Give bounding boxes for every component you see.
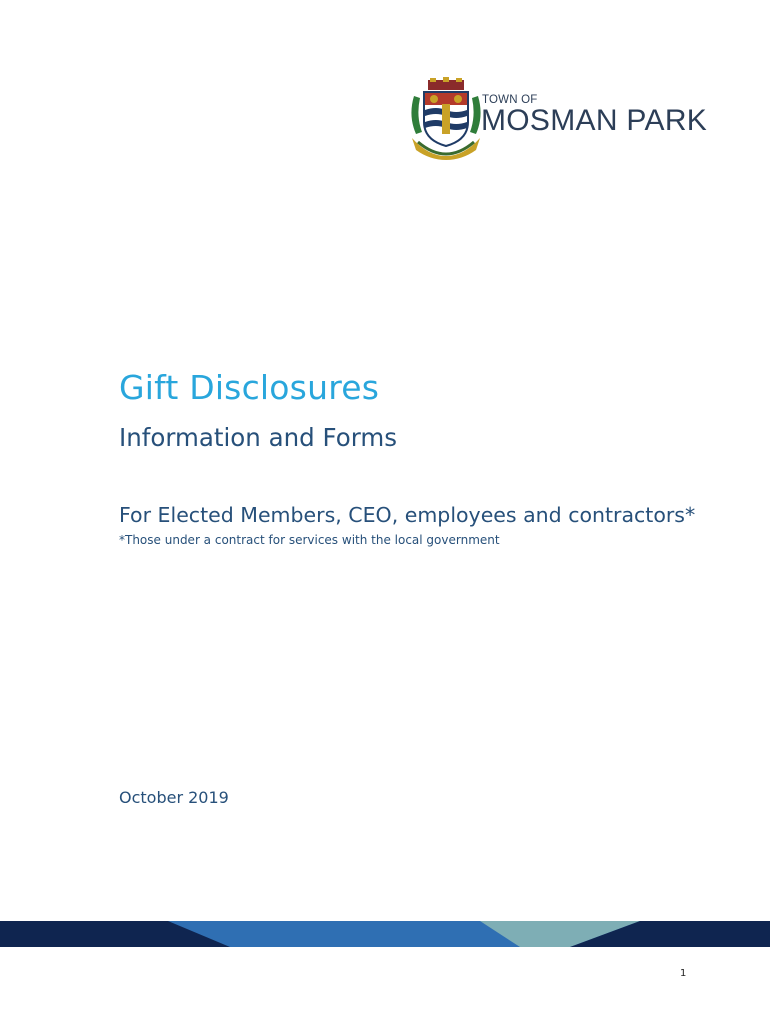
page-number: 1 — [680, 968, 687, 979]
document-title: Gift Disclosures — [119, 368, 380, 407]
document-date: October 2019 — [119, 788, 229, 807]
coat-of-arms-icon — [408, 76, 484, 160]
document-subtitle: Information and Forms — [119, 423, 397, 452]
town-of-label: TOWN OF — [482, 94, 538, 106]
audience-footnote: *Those under a contract for services with the local government — [119, 533, 500, 547]
footer-banner — [0, 921, 770, 947]
town-name: MOSMAN PARK — [481, 104, 708, 137]
town-logo — [408, 76, 734, 160]
audience-statement: For Elected Members, CEO, employees and contractors* — [119, 503, 696, 527]
